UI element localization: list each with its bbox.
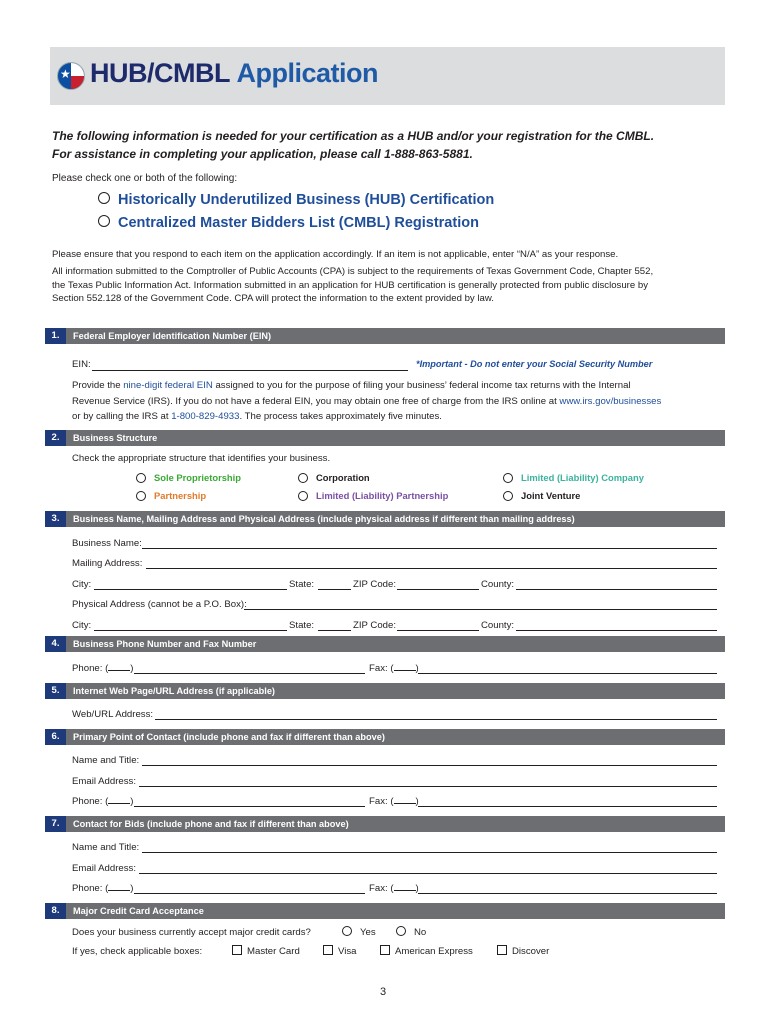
bids-phone-field[interactable] [134,893,365,894]
contact-fax-field[interactable] [418,806,717,807]
no-option[interactable]: No [396,927,426,938]
section-1-header: 1. Federal Employer Identification Number (EIN) [45,328,725,344]
llp-option[interactable]: Limited (Liability) Partnership [298,490,448,502]
phone-field[interactable] [134,673,365,674]
radio-circle-icon[interactable] [342,926,352,936]
state-field-2[interactable] [318,630,351,631]
state-label-2: State: [289,620,315,631]
if-yes-label: If yes, check applicable boxes: [72,946,203,957]
page-number: 3 [380,986,387,998]
hub-certification-option[interactable]: Historically Underutilized Business (HUB) Certification [98,192,494,208]
section-5-header: 5. Internet Web Page/URL Address (if applicable) [45,683,725,699]
joint-venture-option[interactable]: Joint Venture [503,490,580,502]
radio-circle-icon[interactable] [503,473,513,483]
irs-website-link[interactable]: www.irs.gov/businesses [559,395,662,407]
irs-phone-link[interactable]: 1-800-829-4933 [171,411,240,422]
intro-text: The following information is needed for your certification as a HUB and/or your registration for the CMBL. For assistance in completing your application, please call 1-888-863-5881. [52,129,655,161]
city-field-2[interactable] [94,630,287,631]
section-2-header: 2. Business Structure [45,430,725,446]
check-instruction: Please check one or both of the following: [52,173,238,184]
bids-name-label: Name and Title: [72,842,140,853]
contact-name-field[interactable] [142,765,717,766]
county-label-2: County: [481,620,515,631]
zip-field-2[interactable] [397,630,479,631]
radio-circle-icon[interactable] [298,491,308,501]
county-field-2[interactable] [516,630,717,631]
mailing-address-field[interactable] [146,568,717,569]
section-3-header: 3. Business Name, Mailing Address and Physical Address (include physical address if different than mailing address) [45,511,725,527]
contact-email-label: Email Address: [72,776,136,787]
instruction-paragraph: Please ensure that you respond to each item on the application accordingly. If an item is not applicable, enter “N/A” as your response. [52,249,619,260]
bids-name-field[interactable] [142,852,717,853]
physical-address-field[interactable] [244,609,717,610]
ein-field[interactable] [92,370,408,371]
state-field[interactable] [318,589,351,590]
checkbox-icon[interactable] [323,945,333,955]
city-label: City: [72,579,92,590]
partnership-option[interactable]: Partnership [136,490,206,502]
business-name-label: Business Name: [72,538,142,549]
section-7-header: 7. Contact for Bids (include phone and fax if different than above) [45,816,725,832]
mastercard-checkbox[interactable]: Master Card [232,946,300,957]
bids-email-label: Email Address: [72,863,136,874]
llc-option[interactable]: Limited (Liability) Company [503,472,644,484]
state-label: State: [289,579,315,590]
county-label: County: [481,579,515,590]
radio-circle-icon[interactable] [503,491,513,501]
radio-circle-icon[interactable] [98,192,110,204]
cmbl-registration-option[interactable]: Centralized Master Bidders List (CMBL) Registration [98,215,479,231]
page-title: HUB/CMBL Application [90,58,379,88]
visa-checkbox[interactable]: Visa [323,946,357,957]
radio-circle-icon[interactable] [136,491,146,501]
radio-circle-icon[interactable] [98,215,110,227]
checkbox-icon[interactable] [232,945,242,955]
header-banner [50,47,725,105]
bids-fax-label: Fax: ( ) [369,883,419,894]
contact-fax-label: Fax: ( ) [369,796,419,807]
phone-label: Phone: ( ) [72,663,134,674]
zip-label: ZIP Code: [353,579,397,590]
section-4-header: 4. Business Phone Number and Fax Number [45,636,725,652]
contact-phone-field[interactable] [134,806,365,807]
ein-instructions: Provide the nine-digit federal EIN assigned to you for the purpose of filing your business’ federal income tax returns with the Internal Revenue Service (IRS). If you do not have a federal EIN, you may obtain one free of charge from the IRS online at www.irs.gov/businesses or by calling the IRS at 1-800-829-4933. The process takes approximately five minutes. [72,380,662,422]
sole-proprietorship-option[interactable]: Sole Proprietorship [136,472,241,484]
bids-fax-field[interactable] [418,893,717,894]
zip-field[interactable] [397,589,479,590]
city-field[interactable] [94,589,287,590]
yes-option[interactable]: Yes [342,927,376,938]
url-label: Web/URL Address: [72,709,154,720]
contact-phone-label: Phone: ( ) [72,796,134,807]
ein-link[interactable]: nine-digit federal EIN [123,380,213,391]
structure-instruction: Check the appropriate structure that identifies your business. [72,453,331,464]
physical-address-label: Physical Address (cannot be a P.O. Box): [72,599,247,610]
credit-card-question: Does your business currently accept major credit cards? [72,927,311,938]
section-8-header: 8. Major Credit Card Acceptance [45,903,725,919]
ein-label: EIN: [72,359,91,370]
zip-label-2: ZIP Code: [353,620,397,631]
texas-flag-logo-icon: ★ [57,62,85,90]
bids-email-field[interactable] [139,873,717,874]
city-label-2: City: [72,620,92,631]
radio-circle-icon[interactable] [298,473,308,483]
amex-checkbox[interactable]: American Express [380,946,473,957]
fax-label: Fax: ( ) [369,663,419,674]
radio-circle-icon[interactable] [396,926,406,936]
county-field[interactable] [516,589,717,590]
bids-phone-label: Phone: ( ) [72,883,134,894]
contact-name-label: Name and Title: [72,755,140,766]
discover-checkbox[interactable]: Discover [497,946,549,957]
section-6-header: 6. Primary Point of Contact (include phone and fax if different than above) [45,729,725,745]
confidentiality-paragraph: All information submitted to the Comptroller of Public Accounts (CPA) is subject to the requirements of Texas Government Code, Chapter 552, the Texas Public Information Act. Information submitted in an application for HUB certification is generally protected from public disclosure by Section 552.128 of the Government Code. CPA will protect the information to the extent provided by law. [52,266,654,304]
radio-circle-icon[interactable] [136,473,146,483]
ssn-warning: *Important - Do not enter your Social Security Number [416,359,653,369]
contact-email-field[interactable] [139,786,717,787]
business-name-field[interactable] [142,548,717,549]
fax-field[interactable] [418,673,717,674]
mailing-address-label: Mailing Address: [72,558,143,569]
corporation-option[interactable]: Corporation [298,472,370,484]
url-field[interactable] [155,719,717,720]
checkbox-icon[interactable] [497,945,507,955]
checkbox-icon[interactable] [380,945,390,955]
